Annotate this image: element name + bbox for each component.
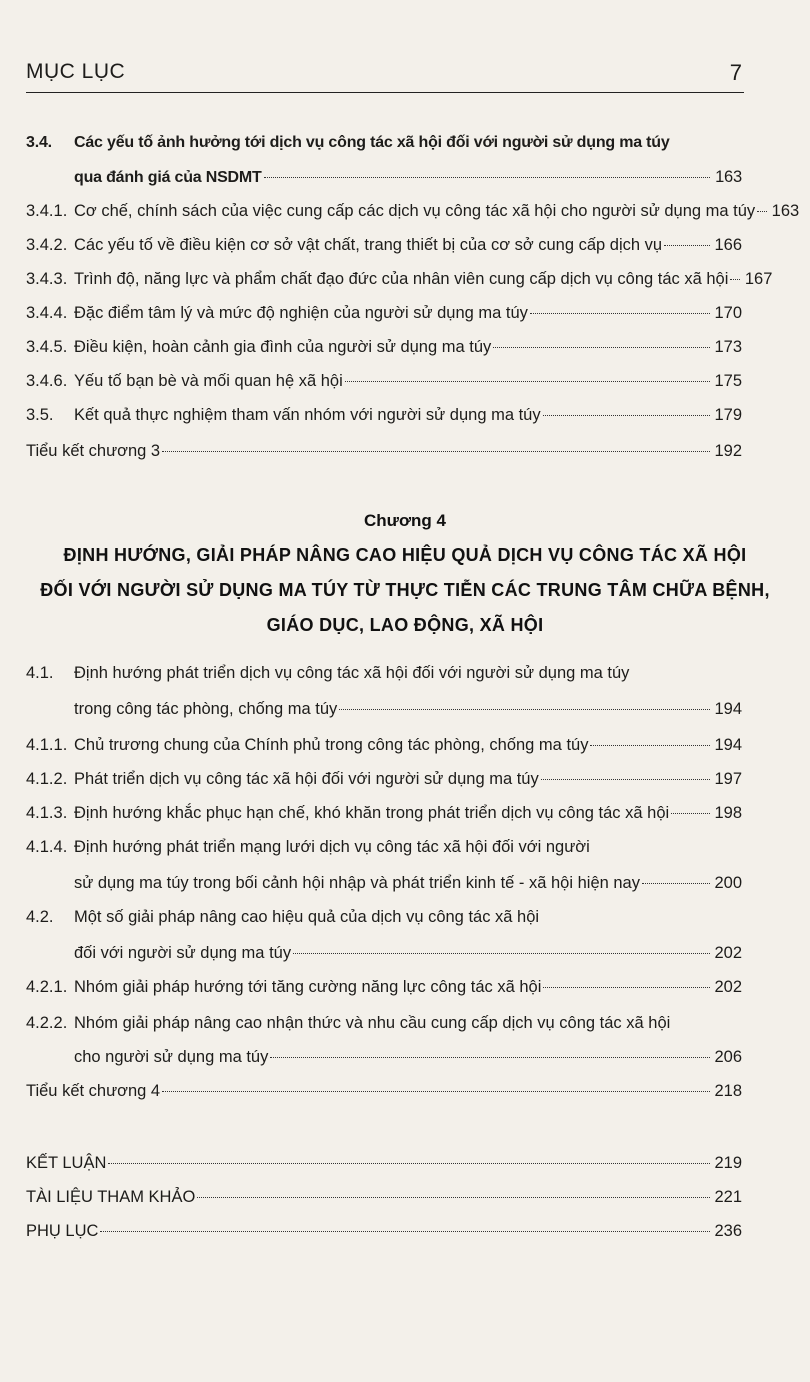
toc-entry[interactable] bbox=[26, 976, 742, 998]
toc-entry-page: 206 bbox=[714, 1048, 742, 1066]
toc-entry-text: trong công tác phòng, chống ma túy bbox=[74, 700, 338, 718]
toc-entry[interactable] bbox=[26, 268, 773, 290]
toc-entry-3-4-line2[interactable] bbox=[74, 166, 742, 189]
toc-entry-page: 170 bbox=[714, 304, 742, 322]
toc-entry-text: TÀI LIỆU THAM KHẢO bbox=[26, 1188, 196, 1206]
toc-entry[interactable] bbox=[26, 200, 800, 222]
toc-entry-text: Chủ trương chung của Chính phủ trong công tác phòng, chống ma túy bbox=[74, 736, 589, 754]
toc-entry-conclusion[interactable] bbox=[26, 1152, 742, 1174]
header-title: MỤC LỤC bbox=[26, 60, 126, 83]
dot-leader bbox=[541, 778, 710, 780]
dot-leader bbox=[530, 312, 710, 314]
chapter-label: Chương 4 bbox=[363, 511, 446, 530]
toc-entry-num: 3.4.1. bbox=[26, 202, 68, 220]
chapter-title-line: ĐỐI VỚI NGƯỜI SỬ DỤNG MA TÚY TỪ THỰC TIỄN CÁC TRUNG TÂM CHỮA BỆNH, bbox=[40, 580, 770, 600]
toc-entry-line1[interactable] bbox=[26, 906, 539, 928]
toc-entry-page: 197 bbox=[714, 770, 742, 788]
toc-entry-text: qua đánh giá của NSDMT bbox=[74, 169, 262, 186]
toc-entry-num: 4.1.4. bbox=[26, 838, 68, 856]
toc-entry-num: 4.1.2. bbox=[26, 770, 68, 788]
toc-entry-num: 3.4.3. bbox=[26, 270, 68, 288]
dot-leader bbox=[197, 1196, 710, 1198]
toc-entry-page: 163 bbox=[771, 202, 800, 220]
toc-entry-text: Nhóm giải pháp nâng cao nhận thức và nhu cầu cung cấp dịch vụ công tác xã hội bbox=[74, 1014, 671, 1032]
toc-entry-line1[interactable] bbox=[26, 662, 629, 684]
toc-entry-page: 202 bbox=[714, 944, 742, 962]
toc-entry-num: 4.1.1. bbox=[26, 736, 68, 754]
toc-entry-page: 219 bbox=[714, 1154, 742, 1172]
toc-entry-num: 3.4.2. bbox=[26, 236, 68, 254]
toc-entry-page: 163 bbox=[715, 168, 742, 186]
toc-entry-page: 200 bbox=[714, 874, 742, 892]
toc-entry-references[interactable] bbox=[26, 1186, 742, 1208]
toc-entry-text: đối với người sử dụng ma túy bbox=[74, 944, 292, 962]
toc-entry-text: Định hướng khắc phục hạn chế, khó khăn trong phát triển dịch vụ công tác xã hội bbox=[74, 804, 670, 822]
toc-entry-page: 198 bbox=[714, 804, 742, 822]
toc-entry-text: Cơ chế, chính sách của việc cung cấp các dịch vụ công tác xã hội cho người sử dụng ma túy bbox=[74, 202, 756, 220]
toc-entry-page: 173 bbox=[714, 338, 742, 356]
toc-entry-num: 4.2.1. bbox=[26, 978, 68, 996]
toc-entry-page: 218 bbox=[714, 1082, 742, 1100]
toc-entry-text: sử dụng ma túy trong bối cảnh hội nhập và phát triển kinh tế - xã hội hiện nay bbox=[74, 874, 640, 892]
toc-entry-text: Điều kiện, hoàn cảnh gia đình của người sử dụng ma túy bbox=[74, 338, 492, 356]
toc-entry-num: 3.5. bbox=[26, 406, 54, 424]
dot-leader bbox=[339, 708, 710, 710]
toc-entry[interactable] bbox=[26, 404, 742, 426]
toc-entry-text: Trình độ, năng lực và phẩm chất đạo đức của nhân viên cung cấp dịch vụ công tác xã hội bbox=[74, 270, 729, 288]
toc-entry-appendix[interactable] bbox=[26, 1220, 742, 1242]
toc-entry-num: 3.4.6. bbox=[26, 372, 68, 390]
toc-entry-text: PHỤ LỤC bbox=[26, 1222, 99, 1240]
dot-leader bbox=[345, 380, 710, 382]
toc-entry-num: 4.1.3. bbox=[26, 804, 68, 822]
toc-entry-page: 166 bbox=[714, 236, 742, 254]
dot-leader bbox=[270, 1056, 710, 1058]
toc-entry-text: Định hướng phát triển dịch vụ công tác xã hội đối với người sử dụng ma túy bbox=[74, 664, 630, 682]
chapter-title-line: GIÁO DỤC, LAO ĐỘNG, XÃ HỘI bbox=[266, 615, 544, 635]
toc-entry-text: KẾT LUẬN bbox=[26, 1154, 107, 1172]
toc-entry-num: 3.4.4. bbox=[26, 304, 68, 322]
toc-entry[interactable] bbox=[26, 336, 742, 358]
chapter-title-line: ĐỊNH HƯỚNG, GIẢI PHÁP NÂNG CAO HIỆU QUẢ DỊCH VỤ CÔNG TÁC XÃ HỘI bbox=[63, 545, 747, 565]
toc-entry-text: Yếu tố bạn bè và mối quan hệ xã hội bbox=[74, 372, 343, 390]
toc-entry-line2[interactable] bbox=[74, 698, 742, 720]
dot-leader bbox=[162, 450, 710, 452]
toc-entry-text: cho người sử dụng ma túy bbox=[74, 1048, 269, 1066]
toc-entry-summary-ch3[interactable] bbox=[26, 440, 742, 462]
dot-leader bbox=[264, 176, 710, 178]
toc-entry-line2[interactable] bbox=[74, 1046, 742, 1068]
dot-leader bbox=[730, 278, 740, 280]
page-number: 7 bbox=[729, 60, 742, 85]
toc-entry-page: 194 bbox=[714, 700, 742, 718]
toc-entry-num: 4.2. bbox=[26, 908, 54, 926]
toc-entry-page: 179 bbox=[714, 406, 742, 424]
toc-entry[interactable] bbox=[26, 802, 742, 824]
dot-leader bbox=[162, 1090, 710, 1092]
toc-entry-page: 192 bbox=[714, 442, 742, 460]
dot-leader bbox=[642, 882, 710, 884]
toc-entry-line2[interactable] bbox=[74, 942, 742, 964]
toc-entry[interactable] bbox=[26, 768, 742, 790]
toc-entry-num: 4.1. bbox=[26, 664, 54, 682]
toc-entry-text: Các yếu tố về điều kiện cơ sở vật chất, trang thiết bị của cơ sở cung cấp dịch vụ bbox=[74, 236, 663, 254]
toc-entry-summary-ch4[interactable] bbox=[26, 1080, 742, 1102]
dot-leader bbox=[543, 986, 710, 988]
toc-entry-page: 175 bbox=[714, 372, 742, 390]
dot-leader bbox=[590, 744, 710, 746]
dot-leader bbox=[100, 1230, 710, 1232]
toc-entry-num: 3.4. bbox=[26, 134, 52, 151]
toc-entry-line1[interactable] bbox=[26, 836, 590, 858]
chapter-heading bbox=[0, 508, 810, 643]
page-header bbox=[26, 56, 744, 93]
dot-leader bbox=[757, 210, 767, 212]
toc-entry-line1[interactable] bbox=[26, 1012, 670, 1034]
toc-entry-page: 194 bbox=[714, 736, 742, 754]
dot-leader bbox=[671, 812, 710, 814]
toc-entry-page: 236 bbox=[714, 1222, 742, 1240]
toc-entry-text: Các yếu tố ảnh hưởng tới dịch vụ công tác xã hội đối với người sử dụng ma túy bbox=[74, 134, 670, 151]
toc-entry-page: 167 bbox=[744, 270, 773, 288]
toc-entry-text: Nhóm giải pháp hướng tới tăng cường năng lực công tác xã hội bbox=[74, 978, 542, 996]
toc-entry[interactable] bbox=[26, 370, 742, 392]
dot-leader bbox=[108, 1162, 710, 1164]
toc-entry[interactable] bbox=[26, 302, 742, 324]
dot-leader bbox=[543, 414, 710, 416]
dot-leader bbox=[293, 952, 710, 954]
toc-entry-3-4-line1[interactable] bbox=[26, 132, 670, 154]
toc-entry-text: Đặc điểm tâm lý và mức độ nghiện của người sử dụng ma túy bbox=[74, 304, 528, 322]
dot-leader bbox=[664, 244, 710, 246]
toc-entry-text: Một số giải pháp nâng cao hiệu quả của dịch vụ công tác xã hội bbox=[74, 908, 540, 926]
toc-entry-page: 202 bbox=[714, 978, 742, 996]
toc-entry-page: 221 bbox=[714, 1188, 742, 1206]
toc-entry-line2[interactable] bbox=[74, 872, 742, 894]
dot-leader bbox=[493, 346, 710, 348]
toc-entry[interactable] bbox=[26, 234, 742, 256]
toc-entry-num: 4.2.2. bbox=[26, 1014, 68, 1032]
toc-entry-text: Tiểu kết chương 4 bbox=[26, 1082, 161, 1100]
toc-entry-num: 3.4.5. bbox=[26, 338, 68, 356]
toc-entry-text: Định hướng phát triển mạng lưới dịch vụ công tác xã hội đối với người bbox=[74, 838, 590, 856]
toc-entry-text: Tiểu kết chương 3 bbox=[26, 442, 161, 460]
toc-entry[interactable] bbox=[26, 734, 742, 756]
toc-entry-text: Phát triển dịch vụ công tác xã hội đối với người sử dụng ma túy bbox=[74, 770, 539, 788]
toc-entry-text: Kết quả thực nghiệm tham vấn nhóm với người sử dụng ma túy bbox=[74, 406, 541, 424]
